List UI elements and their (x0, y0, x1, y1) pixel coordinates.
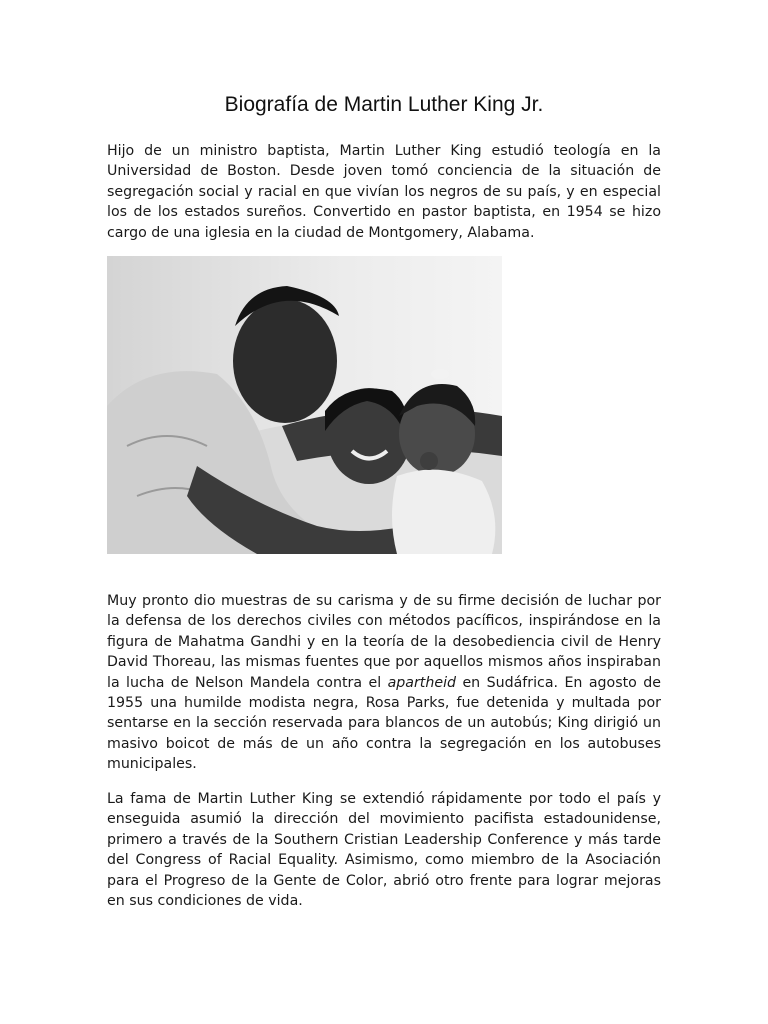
family-photo (107, 256, 502, 554)
paragraph-1: Hijo de un ministro baptista, Martin Luther King estudió teología en la Universidad de Boston. Desde joven tomó conciencia de la situación de segregación social y racial en que vivían los negros de su país, y en especial los de los estados sureños. Convertido en pastor baptista, en 1954 se hizo cargo de una iglesia en la ciudad de Montgomery, Alabama. (107, 143, 661, 241)
paragraph-2-text-b: en Sudáfrica. En agosto de 1955 una humilde modista negra, Rosa Parks, fue detenida y multada por sentarse en la sección reservada para blancos de un autobús; King dirigió un masivo boicot de más de un año contra la segregación en los autobuses municipales. (107, 674, 661, 773)
paragraph-2 (107, 591, 661, 775)
family-photo-image (107, 256, 502, 554)
paragraph-2-italic: apartheid (387, 674, 457, 691)
paragraph-3: La fama de Martin Luther King se extendió rápidamente por todo el país y enseguida asumió la dirección del movimiento pacifista estadounidense, primero a través de la Southern Cristian Leadership Conference y más tarde del Congress of Racial Equality. Asimismo, como miembro de la Asociación para el Progreso de la Gente de Color, abrió otro frente para lograr mejoras en sus condiciones de vida. (107, 791, 661, 910)
paragraph-2-text-a: Muy pronto dio muestras de su carisma y de su firme decisión de luchar por la defensa de los derechos civiles con métodos pacíficos, inspirándose en la figura de Mahatma Gandhi y en la teoría de la desobediencia civil de Henry David Thoreau, las mismas fuentes que por aquellos mismos años inspiraban la lucha de Nelson Mandela contra el (107, 593, 661, 691)
page-title: Biografía de Martin Luther King Jr. (224, 93, 544, 116)
